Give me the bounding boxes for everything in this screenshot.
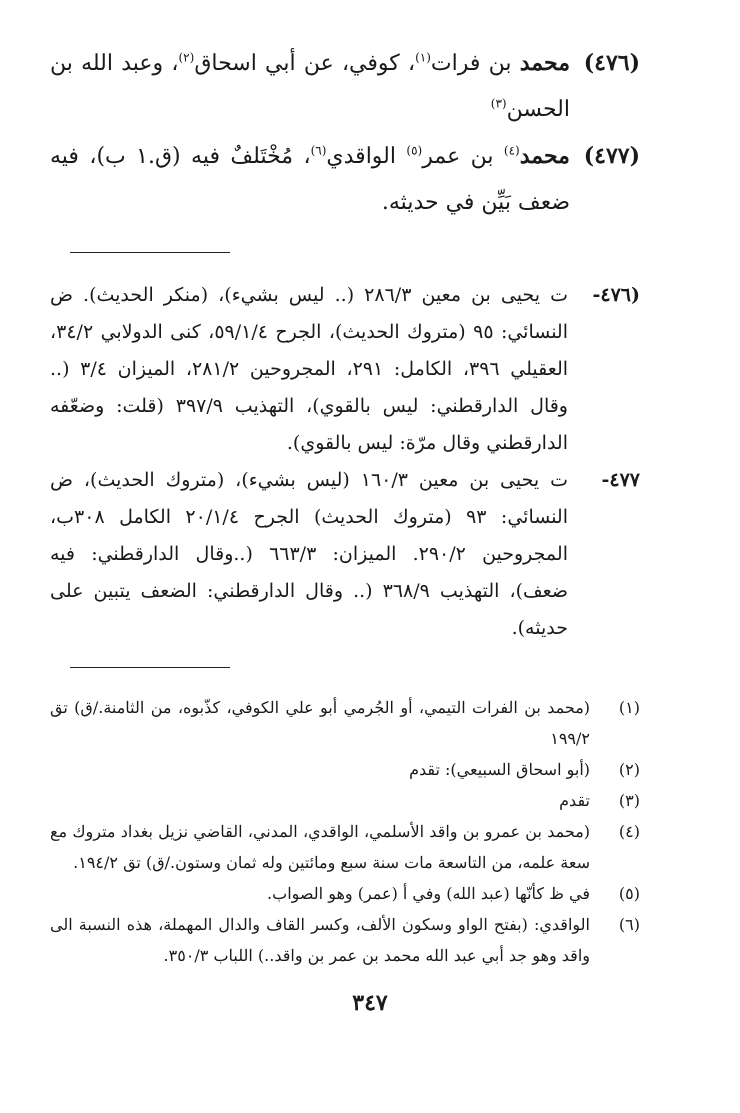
entry-text-part: بن عمر xyxy=(422,144,504,169)
footnote-ref: (٢) xyxy=(178,50,195,65)
commentary-number: (٤٧٦- xyxy=(592,284,640,306)
entry-476 xyxy=(50,40,640,133)
entry-name: محمد xyxy=(519,143,570,169)
footnote-text: (أبو اسحاق السبيعي): تقدم xyxy=(409,760,590,779)
footnote-text: (محمد بن عمرو بن واقد الأسلمي، الواقدي، المدني، القاضي نزيل بغداد متروك مع سعة علمه، من التاسعة مات سنة سبع ومائتين وله ثمان وستون./ق) تق ١٩٤/٢. xyxy=(50,822,590,872)
footnote-ref: (١) xyxy=(415,50,431,65)
entry-text-part: ، وعبد الله بن الحسن xyxy=(50,51,570,122)
footnote-2 xyxy=(50,754,640,785)
entry-text-part: ، كوفي، عن أبي اسحاق xyxy=(194,51,416,76)
entry-text xyxy=(50,133,570,226)
footnote-text: تقدم xyxy=(559,791,590,810)
entry-text-part: ، مُخْتَلفٌ فيه (ق.١ ب)، فيه ضعف بَيِّن في حديثه. xyxy=(50,144,570,215)
footnote-5 xyxy=(50,878,640,909)
footnote-text: (محمد بن الفرات التيمي، أو الجُرمي أبو علي الكوفي، كذّبوه، من الثامنة./ق) تق ١٩٩/٢ xyxy=(50,698,590,748)
footnote-number: (٣) xyxy=(618,791,640,810)
footnote-number: (٢) xyxy=(618,760,640,779)
footnote-ref: (٣) xyxy=(490,96,507,111)
footnote-ref: (٦) xyxy=(310,143,327,158)
footnote-6 xyxy=(50,909,640,971)
footnote-number: (١) xyxy=(618,698,640,717)
page-number: ٣٤٧ xyxy=(352,990,388,1016)
commentary-number: ٤٧٧- xyxy=(601,469,640,491)
commentary-476 xyxy=(50,277,640,462)
entry-number: (٤٧٦) xyxy=(583,50,640,76)
entry-name: محمد xyxy=(519,50,570,76)
footnote-number: (٥) xyxy=(618,884,640,903)
footnote-3 xyxy=(50,785,640,816)
entry-477 xyxy=(50,133,640,226)
separator-rule xyxy=(70,252,230,253)
footnote-1 xyxy=(50,692,640,754)
footnote-text: في ظ كأنّها (عبد الله) وفي أ (عمر) وهو الصواب. xyxy=(267,884,590,903)
footnote-ref: (٤) xyxy=(503,143,520,158)
commentary-text: ت يحيى بن معين ٢٨٦/٣ (.. ليس بشيء)، (منكر الحديث). ض النسائي: ٩٥ (متروك الحديث)، الجرح ٥٩/١/٤، كنى الدولابي ٣٤/٢، العقيلي ٣٩٦، الكامل: ٢٩١، المجروحين ٢٨١/٢، الميزان ٣/٤ (.. وقال الدارقطني: ليس بالقوي)، التهذيب ٣٩٧/٩ (قلت: وضعّفه الدارقطني وقال مرّة: ليس بالقوي). xyxy=(50,284,569,454)
footnote-ref: (٥) xyxy=(406,143,423,158)
page-body xyxy=(50,40,640,971)
commentary-text: ت يحيى بن معين ١٦٠/٣ (ليس بشيء)، (متروك الحديث)، ض النسائي: ٩٣ (متروك الحديث) الجرح ٢٠/١/٤ الكامل ٣٠٨ب، المجروحين ٢٩٠/٢. الميزان: ٦٦٣/٣ (..وقال الدارقطني: فيه ضعف)، التهذيب ٣٦٨/٩ (.. وقال الدارقطني: الضعف يتبين على حديثه). xyxy=(50,469,568,639)
separator-rule xyxy=(70,667,230,668)
footnote-number: (٤) xyxy=(618,822,640,841)
entry-text xyxy=(50,40,570,133)
entry-text-part: بن فرات xyxy=(430,51,520,76)
entry-text-part: الواقدي xyxy=(326,144,407,169)
footnote-number: (٦) xyxy=(618,915,640,934)
entry-number: (٤٧٧) xyxy=(583,143,640,169)
footnote-4 xyxy=(50,816,640,878)
commentary-477 xyxy=(50,462,640,647)
footnote-text: الواقدي: (بفتح الواو وسكون الألف، وكسر القاف والدال المهملة، هذه النسبة الى واقد وهو جد أبي عبد الله محمد بن عمر بن واقد..) اللباب ٣٥٠/٣. xyxy=(50,915,590,965)
